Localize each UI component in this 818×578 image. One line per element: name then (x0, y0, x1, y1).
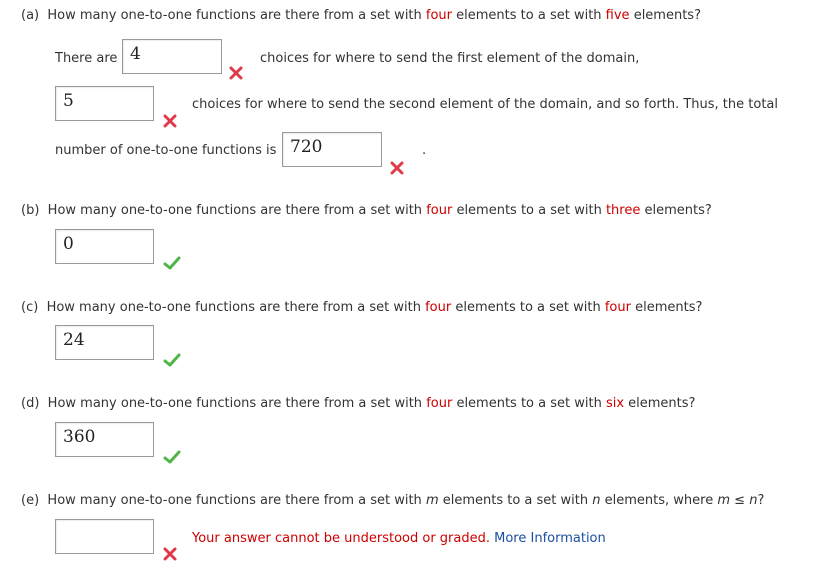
question-c-mid: elements to a set with (451, 300, 605, 315)
answer-a2-input[interactable]: 5 (55, 86, 154, 121)
part-label-c: (c) (21, 300, 39, 315)
question-d-w2: six (605, 396, 625, 411)
question-a-post: elements? (629, 8, 701, 23)
second-element-text: choices for where to send the second element of the domain, and so forth. Thus, the total (192, 97, 779, 112)
question-c-pre: How many one-to-one functions are there from a set with (46, 300, 426, 315)
answer-feedback (192, 531, 606, 546)
question-c-w2: four (604, 300, 631, 315)
wrong-x-icon (163, 547, 179, 563)
total-text: number of one-to-one functions is (55, 143, 277, 158)
wrong-x-icon (163, 114, 179, 130)
question-c-post: elements? (630, 300, 703, 315)
question-e-n: n (592, 493, 601, 508)
answer-c-input[interactable]: 24 (55, 325, 154, 360)
question-d (21, 396, 695, 411)
question-e (21, 493, 764, 508)
answer-e-input[interactable] (55, 519, 154, 554)
question-d-post: elements? (624, 396, 696, 411)
answer-b-input[interactable]: 0 (55, 229, 154, 264)
part-label-d: (d) (21, 396, 40, 411)
answer-a1-input[interactable]: 4 (122, 39, 222, 74)
question-e-mid: elements to a set with (438, 493, 593, 508)
question-d-mid: elements to a set with (452, 396, 606, 411)
part-label-e: (e) (21, 493, 40, 508)
part-label-b: (b) (21, 203, 40, 218)
question-e-n2: n (749, 493, 758, 508)
correct-check-icon (163, 256, 179, 272)
question-e-pre: How many one-to-one functions are there from a set with (47, 493, 426, 508)
question-a (21, 8, 701, 23)
question-b-w1: four (426, 203, 453, 218)
part-label-a: (a) (21, 8, 40, 23)
question-b-mid: elements to a set with (452, 203, 606, 218)
answer-a3-input[interactable]: 720 (282, 132, 382, 167)
wrong-x-icon (390, 161, 406, 177)
question-a-w1: four (425, 8, 453, 23)
question-e-le: ≤ (730, 493, 750, 508)
correct-check-icon (163, 450, 179, 466)
question-b (21, 203, 712, 218)
period: . (422, 143, 427, 158)
correct-check-icon (163, 353, 179, 369)
question-e-m2: m (717, 493, 731, 508)
there-are-label: There are (55, 51, 118, 66)
question-e-end: ? (757, 493, 765, 508)
question-e-where: elements, where (600, 493, 718, 508)
question-a-pre: How many one-to-one functions are there from a set with (47, 8, 426, 23)
question-a-mid: elements to a set with (452, 8, 606, 23)
first-element-text: choices for where to send the first element of the domain, (260, 51, 640, 66)
question-c (21, 300, 702, 315)
question-b-pre: How many one-to-one functions are there from a set with (47, 203, 427, 218)
wrong-x-icon (229, 66, 245, 82)
question-a-w2: five (605, 8, 630, 23)
answer-d-input[interactable]: 360 (55, 422, 154, 457)
question-d-pre: How many one-to-one functions are there from a set with (47, 396, 427, 411)
question-e-m: m (425, 493, 439, 508)
error-message: Your answer cannot be understood or graded. (192, 531, 490, 546)
question-d-w1: four (426, 396, 453, 411)
question-c-w1: four (425, 300, 452, 315)
question-b-w2: three (605, 203, 641, 218)
more-information-link[interactable]: More Information (494, 531, 606, 546)
question-b-post: elements? (640, 203, 712, 218)
